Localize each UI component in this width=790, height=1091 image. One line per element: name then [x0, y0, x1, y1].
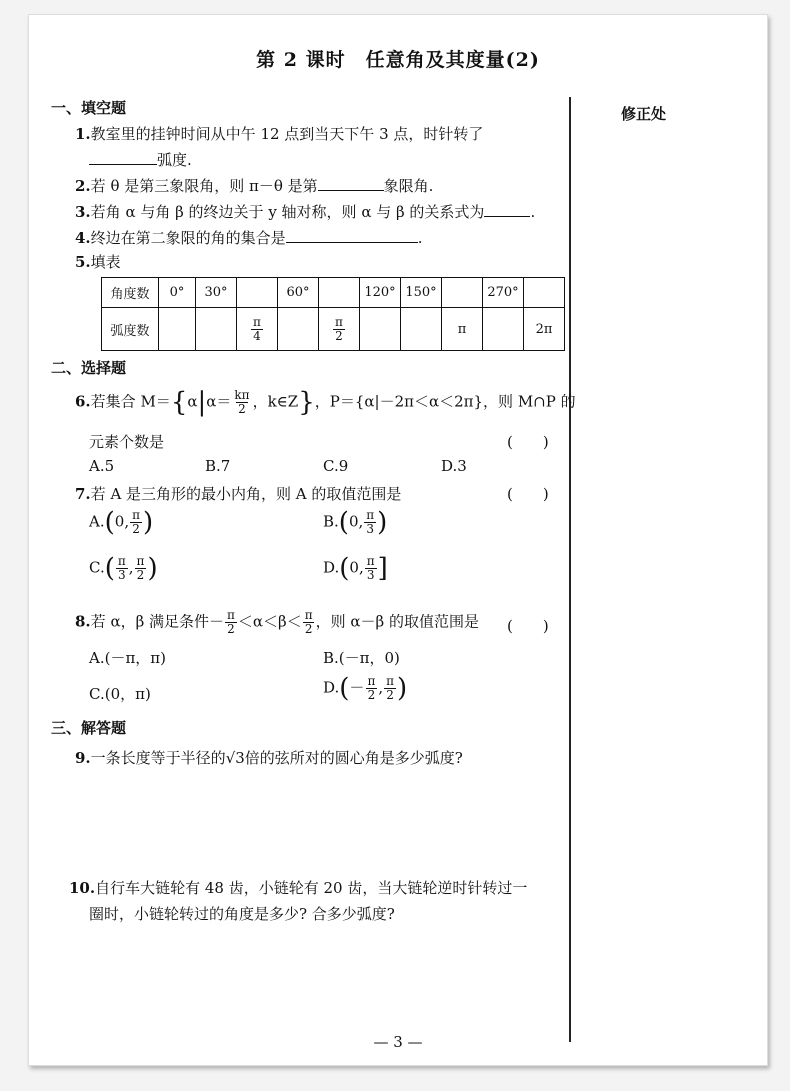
table-cell[interactable]	[237, 308, 278, 351]
open-paren: (	[104, 507, 115, 538]
fraction-denominator: 2	[304, 622, 313, 636]
right-brace: }	[298, 387, 315, 418]
fraction-denominator: 2	[335, 328, 343, 343]
question-1	[75, 123, 483, 144]
fraction-numerator: π	[386, 674, 394, 688]
table-cell[interactable]	[319, 278, 360, 308]
table-cell[interactable]: 30°	[196, 278, 237, 308]
interval-left: 0	[348, 512, 359, 531]
q6-number: 6.	[75, 392, 91, 411]
interval-left: 0	[349, 558, 359, 577]
q10-answer-area[interactable]	[75, 929, 555, 1024]
close-paren: )	[397, 673, 408, 704]
table-cell[interactable]	[159, 308, 196, 351]
angle-conversion-table	[101, 277, 565, 351]
table-cell[interactable]	[401, 308, 442, 351]
option-label: D.	[323, 678, 340, 697]
fraction-numerator: kπ	[234, 388, 250, 402]
fraction-denominator: 2	[136, 568, 145, 582]
fraction-denominator: 2	[132, 522, 140, 536]
q6-text-post: ，P＝{α|－2π＜α＜2π}，则 M∩P 的	[314, 392, 576, 411]
fraction-numerator: π	[367, 674, 376, 688]
table-cell[interactable]: 150°	[401, 278, 442, 308]
open-paren: (	[339, 553, 350, 584]
q2-answer-blank[interactable]	[318, 176, 384, 191]
q7-option-b[interactable]: B.(0, $\frac{\pi}{3}$ )	[323, 507, 388, 538]
question-10	[69, 877, 527, 898]
q6-set-domain: ，k∈Z	[252, 392, 299, 411]
q6-option-c[interactable]: C.9	[323, 457, 349, 475]
table-cell[interactable]: π	[442, 308, 483, 351]
table-cell[interactable]	[360, 308, 401, 351]
table-cell[interactable]	[524, 278, 565, 308]
option-label: A.	[89, 512, 105, 531]
fraction-numerator: π	[132, 508, 140, 522]
left-brace: {	[170, 387, 188, 418]
table-cell[interactable]	[319, 308, 360, 351]
q6-option-d[interactable]: D.3	[441, 457, 467, 475]
table-row-degrees	[102, 278, 565, 308]
q7-option-c[interactable]: C.( $\frac{\pi}{3}$ , $\frac{\pi}{2}$ )	[89, 553, 158, 584]
q8-option-c[interactable]: C.(0，π)	[89, 685, 151, 703]
table-header-radians: 弧度数	[102, 308, 159, 351]
q5-text: 填表	[90, 253, 121, 271]
q6-option-a[interactable]: A.5	[89, 457, 115, 475]
q8-text: 若 α，β 满足条件－	[90, 612, 225, 631]
question-6	[75, 389, 576, 416]
question-2	[75, 175, 433, 196]
interval-left: 0	[114, 512, 125, 531]
q7-option-d[interactable]: D.(0, $\frac{\pi}{3}$ ]	[323, 553, 388, 584]
question-7	[75, 483, 401, 504]
section-choice-heading: 二、选择题	[51, 359, 127, 377]
open-paren: (	[338, 507, 349, 538]
question-1-line2	[89, 149, 192, 170]
section-answer-heading: 三、解答题	[51, 719, 127, 737]
q1-number: 1.	[75, 125, 91, 143]
q6-option-b[interactable]: B.7	[205, 457, 231, 475]
q10-number: 10.	[69, 879, 96, 897]
q5-number: 5.	[75, 253, 91, 271]
table-cell[interactable]: 0°	[159, 278, 196, 308]
fraction-denominator: 3	[366, 522, 375, 536]
q7-text: 若 A 是三角形的最小内角，则 A 的取值范围是	[90, 485, 402, 503]
option-label: D.	[323, 558, 340, 577]
q6-line2: 元素个数是	[89, 433, 165, 451]
q8-option-b[interactable]: B.(－π，0)	[323, 649, 400, 667]
q4-answer-blank[interactable]	[286, 228, 418, 243]
q1-text-end: 弧度.	[157, 151, 192, 169]
question-9	[75, 747, 463, 768]
fraction-denominator: 2	[227, 622, 235, 636]
close-paren: )	[377, 507, 388, 538]
q9-text-end: 倍的弦所对的圆心角是多少弧度?	[244, 749, 463, 767]
question-3	[75, 201, 535, 222]
q8-text-mid: ＜α＜β＜	[237, 612, 302, 631]
q1-answer-blank[interactable]	[89, 150, 157, 165]
question-8	[75, 609, 479, 636]
q6-answer-paren[interactable]: ( )	[507, 433, 549, 451]
fraction-denominator: 3	[366, 568, 375, 582]
q8-answer-paren[interactable]: ( )	[507, 617, 549, 635]
page-number: — 3 —	[373, 1033, 423, 1051]
fraction-numerator: π	[136, 554, 145, 568]
table-cell[interactable]: 120°	[360, 278, 401, 308]
fraction-numerator: π	[304, 608, 313, 622]
q2-number: 2.	[75, 177, 91, 195]
option-label: B.	[323, 512, 339, 531]
q8-option-a[interactable]: A.(－π，π)	[89, 649, 167, 667]
q7-number: 7.	[75, 485, 91, 503]
q8-text-post: ，则 α－β 的取值范围是	[315, 612, 479, 631]
close-paren: )	[142, 507, 154, 538]
section-fill-heading: 一、填空题	[51, 99, 127, 117]
q8-option-d[interactable]: D.(－ $\frac{\pi}{2}$ , $\frac{\pi}{2}$ )	[323, 673, 408, 704]
q4-text: 终边在第二象限的角的集合是	[90, 229, 286, 247]
fraction-numerator: π	[366, 508, 375, 522]
table-cell[interactable]	[483, 308, 524, 351]
table-cell[interactable]: 270°	[483, 278, 524, 308]
open-paren: (	[104, 553, 115, 584]
q10-text-line1: 自行车大链轮有 48 齿，小链轮有 20 齿，当大链轮逆时针转过一	[95, 879, 528, 897]
q7-answer-paren[interactable]: ( )	[507, 485, 549, 503]
table-header-degrees: 角度数	[102, 278, 159, 308]
worksheet-page	[28, 14, 768, 1066]
fraction-numerator: π	[117, 554, 126, 568]
margin-divider	[569, 97, 571, 1042]
q6-text: 若集合 M＝	[90, 392, 171, 411]
option-label: C.	[89, 558, 105, 577]
table-cell[interactable]	[278, 308, 319, 351]
question-5	[75, 251, 121, 272]
q3-end: .	[530, 203, 536, 221]
close-bracket: ]	[377, 553, 388, 584]
fraction-denominator: 2	[367, 688, 376, 702]
q3-answer-blank[interactable]	[484, 202, 530, 217]
fraction-denominator: 2	[386, 688, 394, 702]
q7-option-a[interactable]: A.(0, $\frac{\pi}{2}$ )	[89, 507, 154, 538]
q2-text-end: 象限角.	[383, 177, 434, 195]
q8-number: 8.	[75, 612, 91, 631]
fraction-numerator: π	[335, 314, 343, 329]
fraction-denominator: 4	[253, 328, 261, 343]
open-paren: (	[339, 673, 350, 704]
correction-column-label: 修正处	[621, 105, 667, 123]
q4-number: 4.	[75, 229, 91, 247]
table-cell[interactable]: 2π	[524, 308, 565, 351]
q9-answer-area[interactable]	[75, 775, 555, 875]
table-cell[interactable]	[442, 278, 483, 308]
table-cell[interactable]: 60°	[278, 278, 319, 308]
table-cell[interactable]	[237, 278, 278, 308]
fraction-numerator: π	[366, 554, 375, 568]
question-4	[75, 227, 422, 248]
q9-number: 9.	[75, 749, 91, 767]
q6-set-var: α	[187, 392, 198, 411]
page-title: 第 2 课时 任意角及其度量(2)	[256, 49, 540, 71]
fraction-denominator: 3	[118, 568, 126, 582]
sqrt-three: √3	[225, 749, 245, 767]
fraction-numerator: π	[253, 314, 261, 329]
q3-text: 若角 α 与角 β 的终边关于 y 轴对称，则 α 与 β 的关系式为	[90, 203, 485, 221]
q10-text-line2: 圈时，小链轮转过的角度是多少? 合多少弧度?	[89, 905, 395, 923]
close-paren: )	[147, 553, 158, 584]
q2-text: 若 θ 是第三象限角，则 π－θ 是第	[90, 177, 318, 195]
table-row-radians	[102, 308, 565, 351]
q9-text: 一条长度等于半径的	[90, 749, 226, 767]
q4-end: .	[417, 229, 423, 247]
fraction-denominator: 2	[238, 402, 246, 416]
q6-set-cond: α＝	[206, 392, 232, 411]
table-cell[interactable]	[196, 308, 237, 351]
q1-text: 教室里的挂钟时间从中午 12 点到当天下午 3 点，时针转了	[90, 125, 484, 143]
set-bar: |	[197, 387, 207, 418]
q3-number: 3.	[75, 203, 91, 221]
fraction-numerator: π	[227, 608, 235, 622]
